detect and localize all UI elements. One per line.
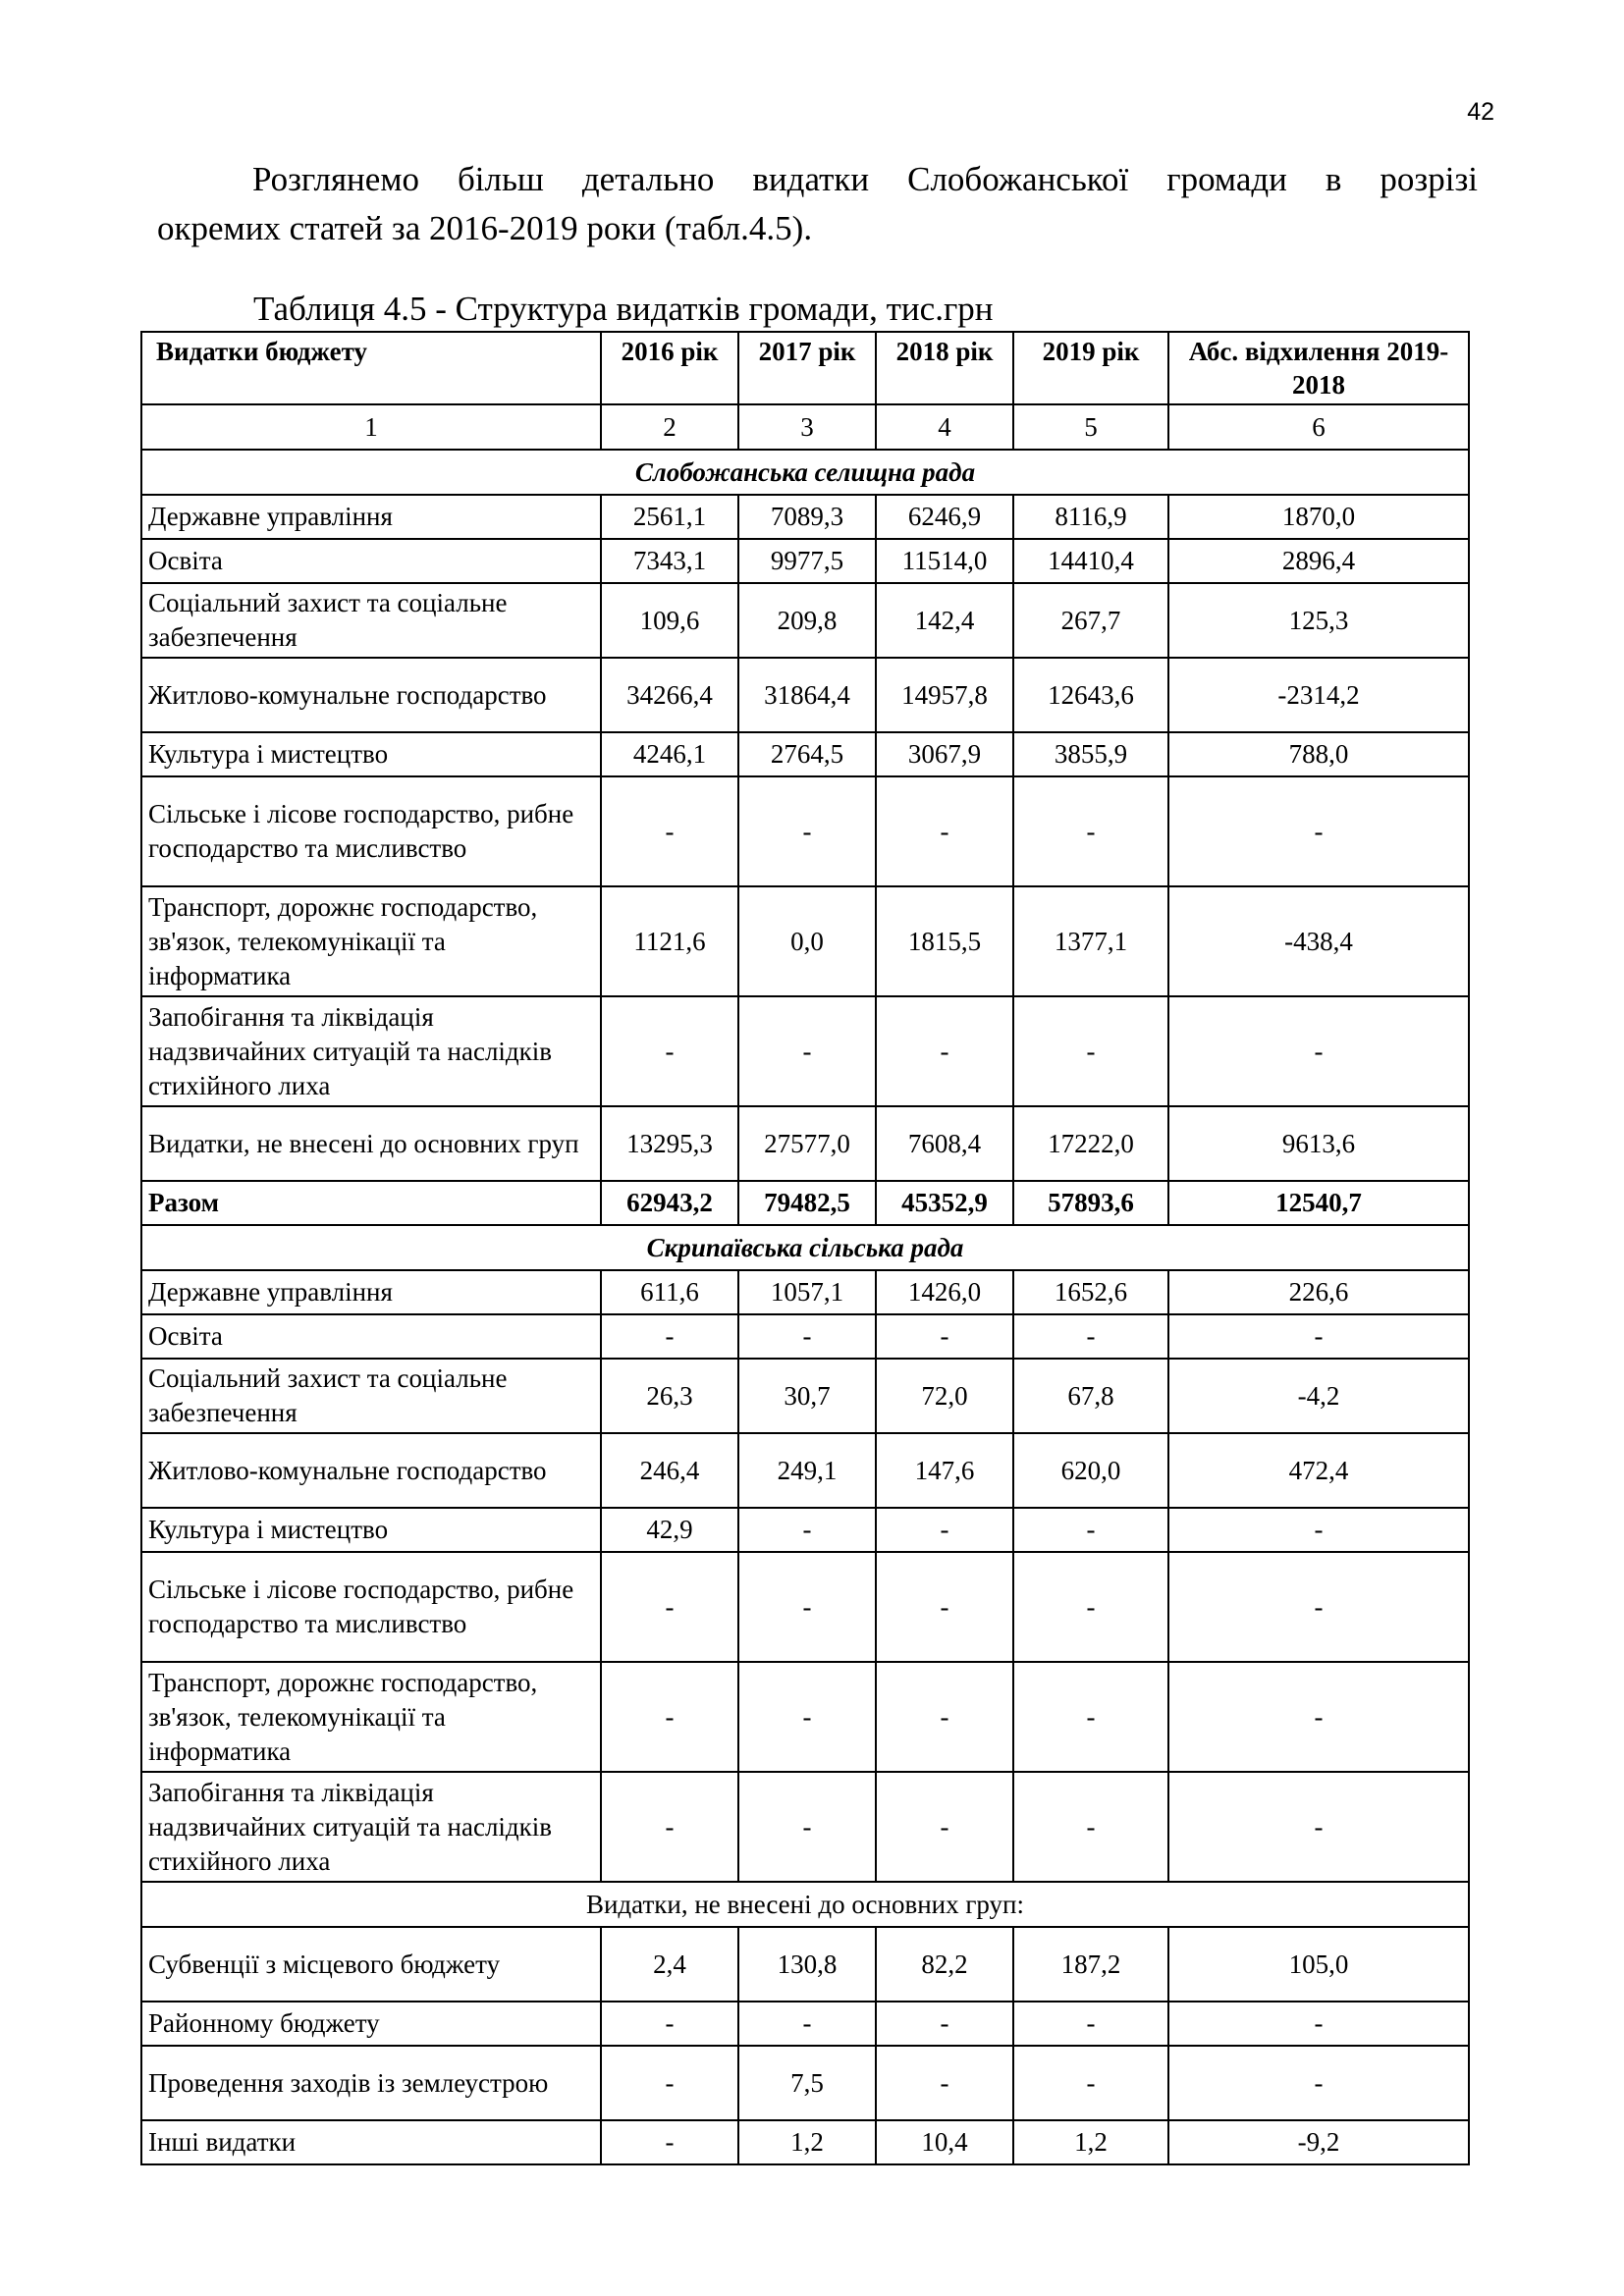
header-expenditure: Видатки бюджету (141, 332, 601, 404)
column-number: 4 (876, 404, 1013, 450)
row-value: 27577,0 (738, 1106, 876, 1181)
column-number: 5 (1013, 404, 1168, 450)
row-value: 3067,9 (876, 732, 1013, 776)
row-value: 7343,1 (601, 539, 738, 583)
row-value: - (876, 776, 1013, 886)
row-value: 13295,3 (601, 1106, 738, 1181)
total-row (141, 1181, 1469, 1225)
row-value: 209,8 (738, 583, 876, 658)
subsection-other-expenditures (141, 1882, 1469, 1927)
table-row (141, 2002, 1469, 2046)
row-value: 42,9 (601, 1508, 738, 1552)
row-value: 109,6 (601, 583, 738, 658)
row-value: 7608,4 (876, 1106, 1013, 1181)
row-value: 2764,5 (738, 732, 876, 776)
row-value: - (738, 2002, 876, 2046)
column-number: 1 (141, 404, 601, 450)
row-value: - (1013, 996, 1168, 1106)
table-row (141, 1552, 1469, 1662)
row-value: 226,6 (1168, 1270, 1469, 1314)
row-value: 2896,4 (1168, 539, 1469, 583)
row-value: 788,0 (1168, 732, 1469, 776)
table-row (141, 1270, 1469, 1314)
row-value: - (876, 1314, 1013, 1359)
table-row (141, 495, 1469, 539)
row-value: -4,2 (1168, 1359, 1469, 1433)
row-value: - (1013, 1662, 1168, 1772)
table-caption: Таблиця 4.5 - Структура видатків громади, тис.грн (253, 290, 994, 328)
row-value: - (738, 1314, 876, 1359)
row-value: - (1168, 1314, 1469, 1359)
row-value: 1,2 (738, 2120, 876, 2164)
row-value: - (876, 2046, 1013, 2120)
header-abs-deviation: Абс. відхилення 2019-2018 (1168, 332, 1469, 404)
row-value: 620,0 (1013, 1433, 1168, 1508)
row-label: Житлово-комунальне господарство (141, 1433, 601, 1508)
row-value: - (601, 1552, 738, 1662)
row-value: 472,4 (1168, 1433, 1469, 1508)
column-number: 6 (1168, 404, 1469, 450)
row-value: 125,3 (1168, 583, 1469, 658)
row-label: Культура і мистецтво (141, 732, 601, 776)
row-label: Транспорт, дорожнє господарство, зв'язок, телекомунікації та інформатика (141, 886, 601, 996)
table-row (141, 1314, 1469, 1359)
row-value: 12540,7 (1168, 1181, 1469, 1225)
row-value: 7,5 (738, 2046, 876, 2120)
column-number: 2 (601, 404, 738, 450)
table-row (141, 539, 1469, 583)
row-value: - (1013, 2002, 1168, 2046)
row-value: 1121,6 (601, 886, 738, 996)
table-row (141, 1662, 1469, 1772)
row-label: Запобігання та ліквідація надзвичайних ситуацій та наслідків стихійного лиха (141, 1772, 601, 1882)
table-row (141, 583, 1469, 658)
row-label: Державне управління (141, 1270, 601, 1314)
row-value: - (601, 2046, 738, 2120)
header-2018: 2018 рік (876, 332, 1013, 404)
row-label: Сільське і лісове господарство, рибне господарство та мисливство (141, 1552, 601, 1662)
row-value: 130,8 (738, 1927, 876, 2002)
row-value: -438,4 (1168, 886, 1469, 996)
row-value: 9977,5 (738, 539, 876, 583)
row-value: - (876, 996, 1013, 1106)
table-row (141, 1772, 1469, 1882)
row-value: 142,4 (876, 583, 1013, 658)
row-value: 1057,1 (738, 1270, 876, 1314)
row-value: - (1168, 1662, 1469, 1772)
row-value: 246,4 (601, 1433, 738, 1508)
row-value: - (601, 996, 738, 1106)
row-value: - (876, 2002, 1013, 2046)
subsection-other-expenditures-title: Видатки, не внесені до основних груп: (141, 1882, 1469, 1927)
row-label: Районному бюджету (141, 2002, 601, 2046)
row-value: -2314,2 (1168, 658, 1469, 732)
row-label: Культура і мистецтво (141, 1508, 601, 1552)
row-label: Соціальний захист та соціальне забезпечення (141, 583, 601, 658)
row-value: 0,0 (738, 886, 876, 996)
table-row (141, 1508, 1469, 1552)
row-label: Запобігання та ліквідація надзвичайних ситуацій та наслідків стихійного лиха (141, 996, 601, 1106)
row-value: 8116,9 (1013, 495, 1168, 539)
row-value: - (1013, 776, 1168, 886)
row-label: Освіта (141, 539, 601, 583)
page-number: 42 (1467, 98, 1494, 126)
row-value: 12643,6 (1013, 658, 1168, 732)
row-value: 1652,6 (1013, 1270, 1168, 1314)
row-value: - (601, 2002, 738, 2046)
row-value: 72,0 (876, 1359, 1013, 1433)
row-value: 31864,4 (738, 658, 876, 732)
row-value: 14410,4 (1013, 539, 1168, 583)
row-value: 2561,1 (601, 495, 738, 539)
row-value: - (1013, 2046, 1168, 2120)
row-value: - (601, 2120, 738, 2164)
table-header-row (141, 332, 1469, 404)
row-value: 249,1 (738, 1433, 876, 1508)
table-row (141, 2046, 1469, 2120)
row-value: - (601, 776, 738, 886)
row-value: - (738, 1662, 876, 1772)
row-value: - (876, 1772, 1013, 1882)
row-value: - (738, 996, 876, 1106)
header-2016: 2016 рік (601, 332, 738, 404)
row-value: 7089,3 (738, 495, 876, 539)
row-value: 34266,4 (601, 658, 738, 732)
row-label: Проведення заходів із землеустрою (141, 2046, 601, 2120)
row-value: - (738, 776, 876, 886)
row-value: 611,6 (601, 1270, 738, 1314)
row-value: - (876, 1508, 1013, 1552)
row-value: - (1168, 1552, 1469, 1662)
row-label: Інші видатки (141, 2120, 601, 2164)
row-value: 11514,0 (876, 539, 1013, 583)
row-label: Видатки, не внесені до основних груп (141, 1106, 601, 1181)
row-value: - (1013, 1314, 1168, 1359)
row-value: 105,0 (1168, 1927, 1469, 2002)
row-value: 147,6 (876, 1433, 1013, 1508)
row-value: - (738, 1508, 876, 1552)
row-value: - (1013, 1552, 1168, 1662)
row-value: - (876, 1662, 1013, 1772)
row-value: 267,7 (1013, 583, 1168, 658)
table-row (141, 658, 1469, 732)
table-row (141, 886, 1469, 996)
row-value: - (1168, 1772, 1469, 1882)
row-value: - (1168, 2002, 1469, 2046)
row-value: 3855,9 (1013, 732, 1168, 776)
row-value: 62943,2 (601, 1181, 738, 1225)
row-value: 1377,1 (1013, 886, 1168, 996)
row-value: 187,2 (1013, 1927, 1168, 2002)
row-value: - (601, 1662, 738, 1772)
table-row (141, 1927, 1469, 2002)
row-value: 67,8 (1013, 1359, 1168, 1433)
row-value: - (738, 1552, 876, 1662)
section-slobozhanska-title: Слобожанська селищна рада (141, 450, 1469, 495)
row-value: 17222,0 (1013, 1106, 1168, 1181)
budget-expenditure-table (140, 331, 1470, 2165)
section-skrypaivska-title: Скрипаївська сільська рада (141, 1225, 1469, 1270)
row-value: 6246,9 (876, 495, 1013, 539)
row-value: 30,7 (738, 1359, 876, 1433)
section-skrypaivska (141, 1225, 1469, 1270)
row-value: - (1168, 776, 1469, 886)
row-value: 14957,8 (876, 658, 1013, 732)
row-label: Житлово-комунальне господарство (141, 658, 601, 732)
row-label: Транспорт, дорожнє господарство, зв'язок, телекомунікації та інформатика (141, 1662, 601, 1772)
row-value: 45352,9 (876, 1181, 1013, 1225)
row-value: - (876, 1552, 1013, 1662)
table-row (141, 732, 1469, 776)
row-value: 26,3 (601, 1359, 738, 1433)
table-row (141, 776, 1469, 886)
row-label: Субвенції з місцевого бюджету (141, 1927, 601, 2002)
row-label: Сільське і лісове господарство, рибне господарство та мисливство (141, 776, 601, 886)
intro-line-2: окремих статей за 2016-2019 роки (табл.4.5). (157, 209, 813, 247)
table-row (141, 1106, 1469, 1181)
row-value: 1870,0 (1168, 495, 1469, 539)
row-label: Соціальний захист та соціальне забезпечення (141, 1359, 601, 1433)
row-value: - (1013, 1508, 1168, 1552)
row-value: - (601, 1314, 738, 1359)
table-row (141, 1433, 1469, 1508)
row-value: - (738, 1772, 876, 1882)
row-value: 4246,1 (601, 732, 738, 776)
row-value: 82,2 (876, 1927, 1013, 2002)
row-value: - (1168, 996, 1469, 1106)
table-row (141, 1359, 1469, 1433)
row-value: 79482,5 (738, 1181, 876, 1225)
row-label: Разом (141, 1181, 601, 1225)
row-label: Освіта (141, 1314, 601, 1359)
row-value: 1815,5 (876, 886, 1013, 996)
column-number: 3 (738, 404, 876, 450)
row-value: 57893,6 (1013, 1181, 1168, 1225)
row-value: 9613,6 (1168, 1106, 1469, 1181)
row-value: 1426,0 (876, 1270, 1013, 1314)
row-value: -9,2 (1168, 2120, 1469, 2164)
row-label: Державне управління (141, 495, 601, 539)
intro-paragraph (157, 155, 1478, 253)
header-2017: 2017 рік (738, 332, 876, 404)
intro-line-1: Розглянемо більш детально видатки Слобожанської громади в розрізі (252, 160, 1478, 198)
header-2019: 2019 рік (1013, 332, 1168, 404)
row-value: - (1168, 1508, 1469, 1552)
table-row (141, 2120, 1469, 2164)
row-value: - (1168, 2046, 1469, 2120)
row-value: - (1013, 1772, 1168, 1882)
section-slobozhanska (141, 450, 1469, 495)
table-row (141, 996, 1469, 1106)
row-value: 2,4 (601, 1927, 738, 2002)
row-value: - (601, 1772, 738, 1882)
row-value: 1,2 (1013, 2120, 1168, 2164)
row-value: 10,4 (876, 2120, 1013, 2164)
column-number-row (141, 404, 1469, 450)
